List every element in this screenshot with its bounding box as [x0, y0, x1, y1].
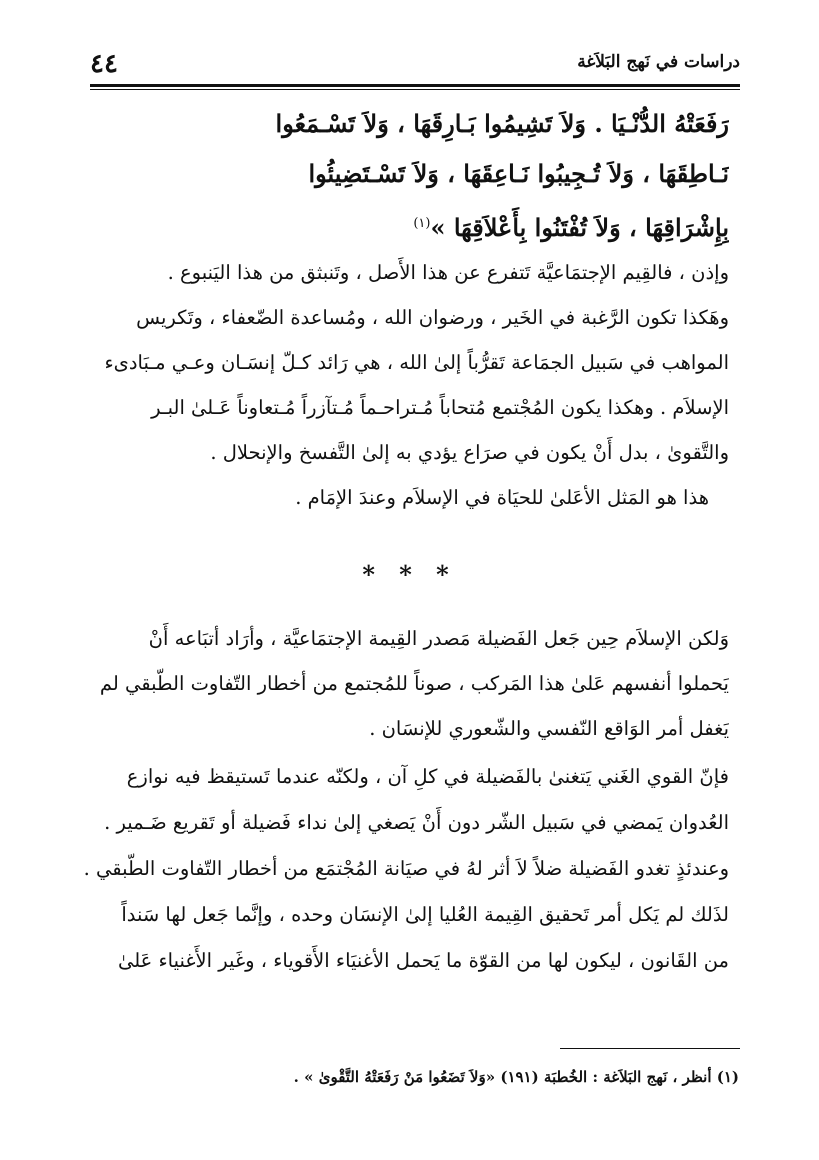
header-rule-thin: [90, 89, 740, 90]
body-line-4: الإسلاَم . وهكذا يكون المُجْتمع مُتحاباً مُـتراحـماً مُـتآزراً مُـتعاوناً عَـلىٰ البـر: [151, 396, 729, 419]
footnote: (١) أنظر ، نَهج البَلاَغة : الخُطبَة (١٩١) «وَلاَ تَضَعُوا مَنْ رَفَعَتْهُ التَّقْوىٰ » .: [293, 1068, 739, 1086]
running-title: دراسات في نَهج البَلاَغة: [577, 52, 740, 72]
footnote-marker: (١): [413, 216, 431, 231]
body-line-9: يَغفل أمر الوَاقع النّفسي والشّعوري للإنسَان .: [369, 717, 729, 740]
body-line-13: لذَلك لم يَكل أمر تَحقيق القِيمة العُليا إلىٰ الإنسَان وحده ، وإنَّما جَعل لها سَنداً: [121, 903, 729, 926]
body-line-8: يَحملوا أنفسهم عَلىٰ هذا المَركب ، صوناً للمُجتمع من أخطار التّفاوت الطّبقي لم: [99, 672, 729, 695]
body-line-3: المواهب في سَبيل الجمَاعة تَقرُّباً إلىٰ الله ، هي رَائد كـلّ إنسَـان وعـي مـبَادىء: [104, 351, 729, 374]
body-line-11: العُدوان يَمضي في سَبيل الشّر دون أَنْ يَصغي إلىٰ نداء فَضيلة أو تَقريع ضَـمير .: [104, 811, 729, 834]
body-line-10: فإنّ القوي الغَني يَتغنىٰ بالفَضيلة في كلِ آن ، ولكنّه عندما تَستيقظ فيه نوازع: [126, 765, 729, 788]
quote-line-3: [229, 204, 729, 248]
quote-line-1: رَفَعَتْهُ الدُّنْـيَا . وَلاَ تَشِيمُوا بَـارِقَهَا ، وَلاَ تَسْـمَعُوا: [275, 109, 729, 138]
body-line-5: والتَّقوىٰ ، بدل أَنْ يكون في صرَاع يؤدي به إلىٰ التَّفسخ والإنحلال .: [210, 441, 729, 464]
section-separator-stars: * * *: [362, 560, 457, 589]
body-line-12: وعندئذٍ تغدو الفَضيلة ضلاً لاَ أثر لهُ في صيَانة المُجْتمَع من أخطار التّفاوت الطّبقي .: [83, 857, 729, 880]
header-rule-thick: [90, 84, 740, 87]
body-line-14: من القَانون ، ليكون لها من القوّة ما يَحمل الأغنيَاء الأَقوياء ، وغَير الأَغنياء عَلىٰ: [117, 949, 729, 972]
body-line-6: هذا هو المَثل الأعَلىٰ للحيَاة في الإسلاَم وعندَ الإمَام .: [295, 486, 709, 509]
quote-line-2: نَـاطِقَهَا ، وَلاَ تُـجِيبُوا نَـاعِقَهَا ، وَلاَ تَسْـتَضِيئُوا: [308, 159, 729, 188]
quote-line-3-text: بِإِشْرَاقِهَا ، وَلاَ تُفْتَنُوا بِأَعْلاَقِهَا »: [430, 213, 729, 242]
page-number: ٤٤: [90, 49, 118, 79]
body-line-1: وإذن ، فالقِيم الإجتمَاعيَّة تَتفرع عن هذا الأَصل ، وتَنبثق من هذا اليَنبوع .: [167, 261, 729, 284]
footnote-rule: [560, 1048, 740, 1049]
body-line-7: وَلكن الإسلاَم حِين جَعل الفَضيلة مَصدر القِيمة الإجتمَاعيَّة ، وأرَاد أتبَاعه أَنْ: [148, 627, 729, 650]
page-header: [90, 46, 740, 82]
body-line-2: وهَكذا تكون الرَّغبة في الخَير ، ورضوان الله ، ومُساعدة الضّعفاء ، وتَكريس: [136, 306, 729, 329]
